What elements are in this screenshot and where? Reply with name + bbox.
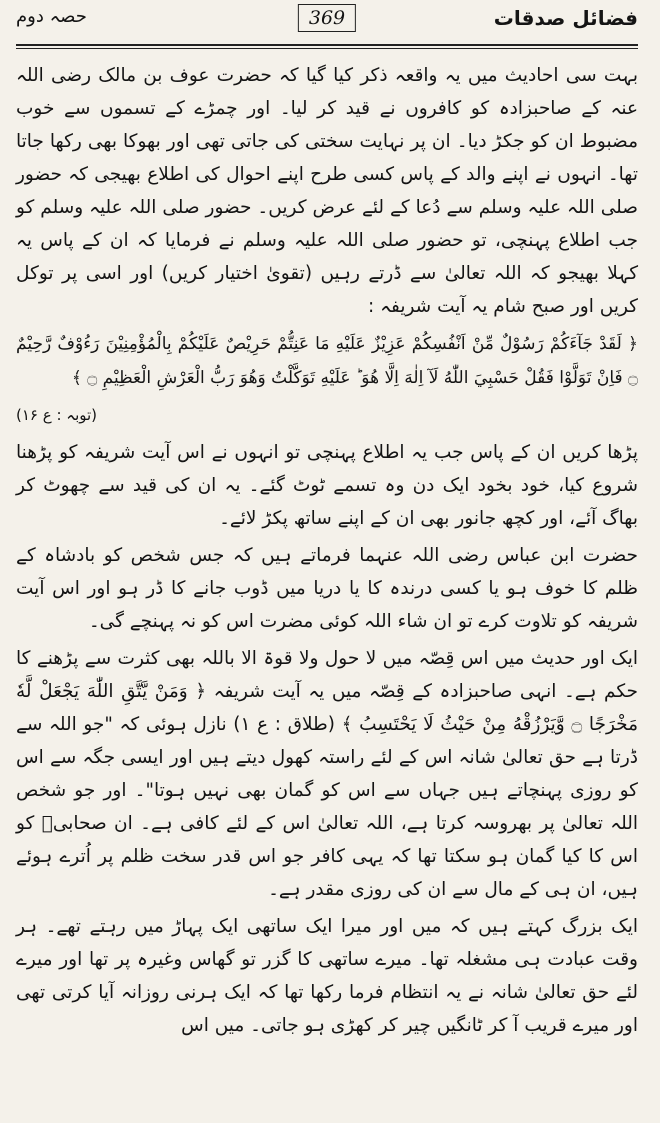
paragraph: ایک اور حدیث میں اس قِصّہ میں لا حول ولا قوۃ الا باللہ بھی کثرت سے پڑھنے کا حکم ہے۔ انہی صاحبزادہ کے قِصّہ میں یہ آیت شریفہ ﴿ وَمَنْ يَّتَّقِ اللّٰهَ يَجْعَلْ لَّهٗ مَخْرَجًا ۝ وَّيَرْزُقْهُ مِنْ حَيْثُ لَا يَحْتَسِبُ ﴾ (طلاق : ع ۱) نازل ہوئی کہ "جو اللہ سے ڈرتا ہے حق تعالیٰ شانہ اس کے لئے راستہ کھول دیتے ہیں اور ایسی جگہ سے اس کو روزی پہنچاتے ہیں جہاں سے اس کو گمان بھی نہیں ہوتا"۔ اور جو شخص اللہ تعالیٰ پر بھروسہ کرتا ہے، اللہ تعالیٰ اس کے لئے کافی ہے۔ ان صحابیؓ کو اس کا کیا گمان ہو سکتا تھا کہ یہی کافر جو اس قدر سخت ظلم پر اُترے ہوئے ہیں، ان ہی کے مال سے ان کی روزی مقدر ہے۔ [16, 648, 639, 900]
header-rule [16, 44, 638, 46]
quran-verse: ﴿ لَقَدْ جَآءَكُمْ رَسُوْلٌ مِّنْ اَنْفُسِكُمْ عَزِيْزٌ عَلَيْهِ مَا عَنِتُّمْ حَرِيْصٌ عَلَيْكُمْ بِالْمُؤْمِنِيْنَ رَءُوْفٌ رَّحِيْمٌ ۝ فَاِنْ تَوَلَّوْا فَقُلْ حَسْبِيَ اللّٰهُ لَآ اِلٰهَ اِلَّا هُوَ ؕ عَلَيْهِ تَوَكَّلْتُ وَهُوَ رَبُّ الْعَرْشِ الْعَظِيْمِ ۝ ﴾ [16, 334, 638, 388]
verse-reference: (توبہ : ع ۱۶) [16, 406, 98, 424]
paragraph: حضرت ابن عباس رضی اللہ عنہما فرماتے ہیں کہ جس شخص کو بادشاہ کے ظلم کا خوف ہو یا کسی درندہ کا یا دریا میں ڈوب جانے کا ڈر ہو اور اس آیت شریفہ کو تلاوت کرے تو ان شاء اللہ کوئی مضرت اس کو نہ پہنچے گی۔ [16, 545, 638, 632]
paragraph: پڑھا کریں ان کے پاس جب یہ اطلاع پہنچی تو انہوں نے اس آیت شریفہ کو پڑھنا شروع کیا، خود بخود ایک دن وہ تسمے ٹوٹ گئے۔ یہ ان کی قید سے چھوٹ کر بھاگ آئے، اور کچھ جانور بھی ان کے اپنے ساتھ پکڑ لائے۔ [16, 442, 638, 529]
page-header [16, 0, 638, 44]
header-rule-thin [16, 48, 638, 49]
paragraph: بہت سی احادیث میں یہ واقعہ ذکر کیا گیا کہ حضرت عوف بن مالک رضی اللہ عنہ کے صاحبزادہ کو کافروں نے قید کر لیا۔ اور چمڑے کے تسموں سے خوب مضبوط ان کو جکڑ دیا۔ ان پر نہایت سختی کی جاتی تھی اور بھوکا بھی رکھا جاتا تھا۔ انہوں نے اپنے والد کے پاس کسی طرح اپنے احوال کی اطلاع بھیجی کہ حضور صلی اللہ علیہ وسلم سے دُعا کے لئے عرض کریں۔ حضور صلی اللہ علیہ وسلم کو جب اطلاع پہنچی، تو حضور صلی اللہ علیہ وسلم نے فرمایا کہ ان کے پاس یہ کہلا بھیجو کہ اللہ تعالیٰ سے ڈرتے رہیں (تقویٰ اختیار کریں) اور اسی پر توکل کریں اور صبح شام یہ آیت شریفہ : [16, 65, 638, 317]
section-label: حصہ دوم [16, 6, 87, 27]
page-body [16, 59, 638, 1042]
book-title: فضائل صدقات [493, 6, 638, 30]
page-number: 369 [298, 4, 356, 32]
paragraph: ایک بزرگ کہتے ہیں کہ میں اور میرا ایک ساتھی ایک پہاڑ میں رہتے تھے۔ ہر وقت عبادت ہی مشغلہ تھا۔ میرے ساتھی کا گزر تو گھاس وغیرہ پر تھا اور میرے لئے حق تعالیٰ شانہ نے یہ انتظام فرما رکھا تھا کہ ایک ہرنی روزانہ آیا کرتی تھی اور میرے قریب آ کر ٹانگیں چیر کر کھڑی ہو جاتی۔ میں اس [16, 916, 638, 1036]
